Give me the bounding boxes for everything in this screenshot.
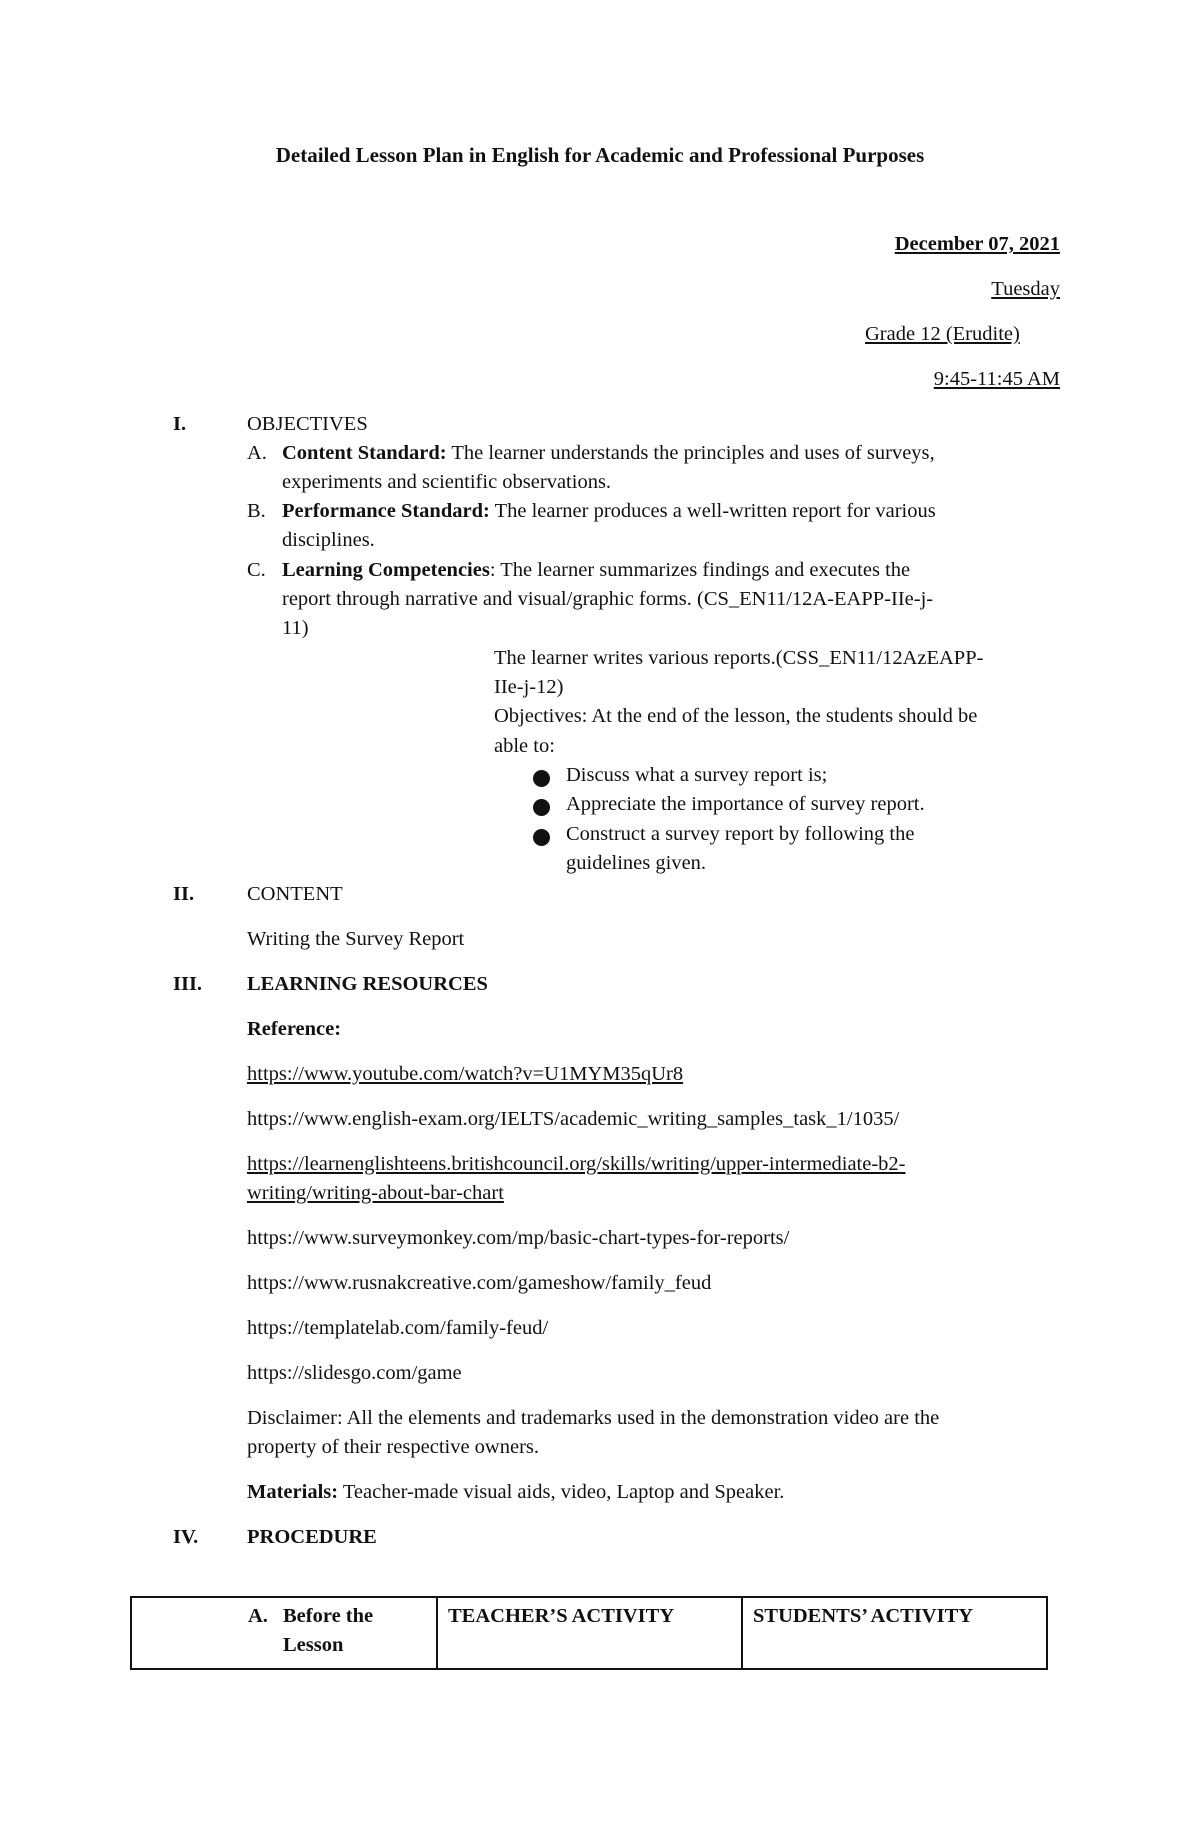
competency-extra-line2: IIe-j-12): [494, 676, 564, 698]
bullet-item-3-line2: guidelines given.: [566, 852, 707, 874]
reference-link-britishcouncil-line1[interactable]: https://learnenglishteens.britishcouncil.org/skills/writing/upper-intermediate-b2-: [247, 1153, 906, 1175]
objective-b-line1: [282, 500, 936, 523]
reference-link-youtube[interactable]: https://www.youtube.com/watch?v=U1MYM35qUr8: [247, 1063, 684, 1085]
objective-b-letter: B.: [247, 500, 266, 522]
objective-b-line2: disciplines.: [282, 529, 375, 551]
disclaimer-line2: property of their respective owners.: [247, 1436, 540, 1458]
materials-label: Materials:: [247, 1481, 339, 1503]
lesson-day: Tuesday: [991, 278, 1060, 300]
content-heading: CONTENT: [247, 883, 343, 905]
bullet-icon: [533, 770, 550, 787]
bullet-item-2: Appreciate the importance of survey report.: [566, 793, 925, 815]
lesson-date: December 07, 2021: [894, 233, 1060, 255]
bullet-item-1: Discuss what a survey report is;: [566, 764, 828, 786]
before-lesson-letter: A.: [248, 1605, 268, 1627]
reference-link-english-exam[interactable]: https://www.english-exam.org/IELTS/academic_writing_samples_task_1/1035/: [247, 1108, 900, 1130]
content-standard-text: The learner understands the principles and uses of surveys,: [446, 442, 935, 464]
objective-a-line1: [282, 442, 935, 465]
reference-link-slidesgo[interactable]: https://slidesgo.com/game: [247, 1362, 462, 1384]
objectives-intro-line1: Objectives: At the end of the lesson, the students should be: [494, 705, 978, 727]
competency-extra-line1: The learner writes various reports.(CSS_EN11/12AzEAPP-: [494, 647, 984, 669]
objectives-numeral: I.: [173, 413, 187, 435]
content-standard-label: Content Standard:: [282, 442, 447, 464]
resources-heading: LEARNING RESOURCES: [247, 973, 488, 995]
objective-a-letter: A.: [247, 442, 267, 464]
objective-c-line3: 11): [282, 617, 309, 639]
before-lesson-line2: Lesson: [283, 1634, 344, 1656]
procedure-numeral: IV.: [173, 1526, 199, 1548]
materials-text: Teacher-made visual aids, video, Laptop and Speaker.: [338, 1481, 785, 1503]
bullet-icon: [533, 829, 550, 846]
reference-link-rusnakcreative[interactable]: https://www.rusnakcreative.com/gameshow/family_feud: [247, 1272, 712, 1294]
objective-c-letter: C.: [247, 559, 266, 581]
objectives-heading: OBJECTIVES: [247, 413, 368, 435]
objectives-intro-line2: able to:: [494, 735, 555, 757]
lesson-grade: Grade 12 (Erudite): [865, 323, 1020, 345]
learning-competencies-text: : The learner summarizes findings and executes the: [489, 559, 911, 581]
disclaimer-line1: Disclaimer: All the elements and trademarks used in the demonstration video are the: [247, 1407, 940, 1429]
table-header-teachers-activity: TEACHER’S ACTIVITY: [437, 1597, 742, 1669]
resources-numeral: III.: [173, 973, 203, 995]
table-cell-before-lesson: [131, 1597, 437, 1669]
objective-c-line1: [282, 559, 910, 582]
reference-label: Reference:: [247, 1018, 342, 1040]
table-row: [131, 1597, 1047, 1669]
reference-link-templatelab[interactable]: https://templatelab.com/family-feud/: [247, 1317, 549, 1339]
content-text: Writing the Survey Report: [247, 928, 465, 950]
procedure-heading: PROCEDURE: [247, 1526, 377, 1548]
document-title: Detailed Lesson Plan in English for Academic and Professional Purposes: [275, 143, 925, 167]
content-numeral: II.: [173, 883, 195, 905]
objective-c-line2: report through narrative and visual/graphic forms. (CS_EN11/12A-EAPP-IIe-j-: [282, 588, 934, 610]
reference-link-britishcouncil-line2[interactable]: writing/writing-about-bar-chart: [247, 1182, 504, 1204]
table-header-students-activity: STUDENTS’ ACTIVITY: [742, 1597, 1047, 1669]
objective-a-line2: experiments and scientific observations.: [282, 471, 612, 493]
learning-competencies-label: Learning Competencies: [282, 559, 490, 581]
before-lesson-line1: Before the: [283, 1605, 374, 1627]
materials-line: [247, 1481, 784, 1504]
reference-link-surveymonkey[interactable]: https://www.surveymonkey.com/mp/basic-chart-types-for-reports/: [247, 1227, 790, 1249]
bullet-icon: [533, 799, 550, 816]
lesson-time: 9:45-11:45 AM: [933, 368, 1060, 390]
performance-standard-label: Performance Standard:: [282, 500, 490, 522]
bullet-item-3-line1: Construct a survey report by following the: [566, 823, 915, 845]
performance-standard-text: The learner produces a well-written report for various: [489, 500, 936, 522]
procedure-table: [130, 1596, 1048, 1670]
